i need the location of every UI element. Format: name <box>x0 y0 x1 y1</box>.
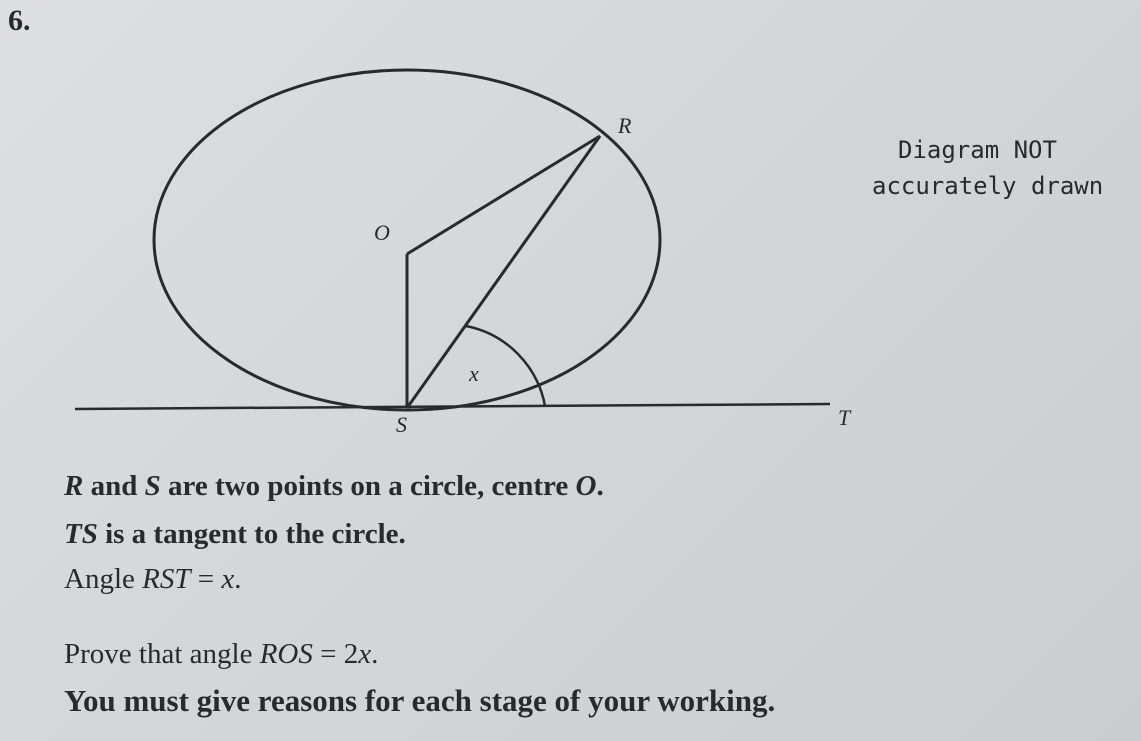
angle-label-x: x <box>469 361 479 386</box>
prove-instruction: Prove that angle ROS = 2x. <box>64 638 379 670</box>
diagram-note-line2: accurately drawn <box>872 172 1104 200</box>
point-label-o: O <box>374 220 390 245</box>
question-number: 6. <box>8 4 31 37</box>
statement-points: R and S are two points on a circle, centre O. <box>64 470 604 502</box>
radius-or <box>407 136 600 254</box>
diagram-note-line1: Diagram NOT <box>898 136 1057 164</box>
point-label-t: T <box>838 405 851 430</box>
statement-angle: Angle RST = x. <box>64 563 242 595</box>
point-label-r: R <box>618 113 632 138</box>
statement-tangent: TS is a tangent to the circle. <box>64 518 406 550</box>
reasons-instruction: You must give reasons for each stage of your working. <box>64 683 776 718</box>
chord-rs <box>407 136 600 408</box>
point-label-s: S <box>396 412 407 437</box>
